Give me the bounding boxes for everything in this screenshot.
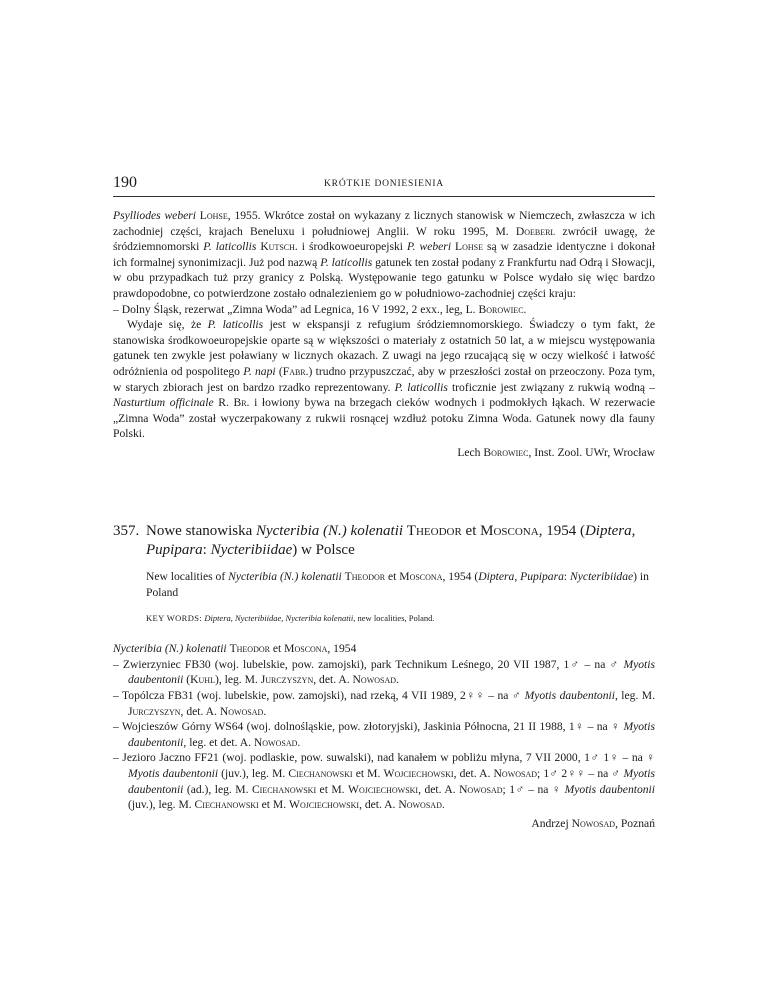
italic-run: Psylliodes weberi xyxy=(113,209,196,222)
text-run: ), leg. M. xyxy=(214,673,261,687)
text-run: . xyxy=(441,798,445,812)
smallcaps-run: Nowosad xyxy=(219,704,264,718)
paragraph xyxy=(113,317,655,442)
text-run: : xyxy=(202,541,211,558)
running-head: KRÓTKIE DONIESIENIA xyxy=(324,179,444,189)
note-356-body xyxy=(113,208,655,461)
text-run: , 1954 ( xyxy=(538,523,585,539)
smallcaps-run: Fabr xyxy=(282,364,306,378)
note-number: 357. xyxy=(113,523,140,539)
text-run: troficznie jest związany z rukwią wodną – xyxy=(447,380,655,394)
text-run: , det. A. xyxy=(453,766,494,780)
text-run: – Wojcieszów Górny WS64 (woj. dolnośląskie, pow. złotoryjski), Jaskinia Północna, 21 II 1988, 1♀ – na ♀ xyxy=(113,720,624,734)
text-run: ; 1♂ 2♀♀ – na ♂ xyxy=(537,766,624,780)
text-run: New localities of xyxy=(146,570,229,583)
italic-run: P. laticollis xyxy=(203,240,257,254)
italic-run: Diptera xyxy=(584,523,632,539)
smallcaps-run: Nowosad xyxy=(253,735,298,749)
keywords xyxy=(146,613,655,623)
smallcaps-run: Moscona xyxy=(480,523,539,539)
italic-run: Nycteribiidae xyxy=(235,613,282,624)
italic-run: P. napi xyxy=(243,364,276,378)
italic-run: Myotis daubentonii xyxy=(564,782,656,796)
text-run: et M. xyxy=(258,798,289,812)
italic-run: Myotis daubentonii xyxy=(128,766,219,780)
smallcaps-run: Wojciechowski xyxy=(383,766,454,780)
text-run: – Topólcza FB31 (woj. lubelskie, pow. zamojski), nad rzeką, 4 VII 1989, 2♀♀ – na ♂ xyxy=(113,688,525,702)
text-run: ; 1♂ – na ♀ xyxy=(502,782,565,796)
keywords-list xyxy=(202,613,434,623)
species-line xyxy=(113,641,655,657)
text-run: . xyxy=(263,704,267,718)
italic-run: P. laticollis xyxy=(320,255,373,269)
text-run: , Inst. Zool. UWr, Wrocław xyxy=(528,445,655,459)
smallcaps-run: Theodor xyxy=(406,523,462,539)
text-run: , det. A. xyxy=(180,704,220,718)
text-run: , det. A. xyxy=(313,673,353,687)
italic-run: Nycteribia (N.) kolenatii xyxy=(255,523,404,539)
text-run: et xyxy=(461,523,481,539)
text-run: Wydaje się, że xyxy=(127,318,208,332)
smallcaps-run: Borowiec xyxy=(483,445,529,459)
text-run: Andrzej xyxy=(531,816,572,830)
note-357 xyxy=(113,522,655,831)
text-run: , det. A. xyxy=(418,782,460,796)
text-run: – Zwierzyniec FB30 (woj. lubelskie, pow. zamojski), park Technikum Leśnego, 20 VII 1987, 1♂ – na ♂ xyxy=(113,657,624,671)
smallcaps-run: Borowiec xyxy=(478,302,524,316)
note-heading xyxy=(113,522,655,559)
locality-record xyxy=(113,657,655,688)
text-run: : xyxy=(563,570,571,583)
text-run: .) trudno przypuszczać, aby w przeszłości został on przeoczony. Poza tym, w starych zbiorach jest on bardzo rzadko reprezentowany. xyxy=(113,364,655,394)
italic-run: Nasturtium officinale xyxy=(113,396,214,410)
author-signature xyxy=(113,816,655,832)
page-number: 190 xyxy=(113,174,137,191)
italic-run: Pupipara xyxy=(146,541,203,558)
text-run: , xyxy=(281,613,286,624)
smallcaps-run: Theodor xyxy=(344,570,386,583)
text-run: . xyxy=(523,302,527,316)
text-run: ( xyxy=(275,364,283,378)
text-run: , det. A. xyxy=(359,798,399,812)
text-run: ) in Poland xyxy=(146,570,649,599)
text-run: gatunek ten został podany z Frankfurtu nad Odrą i Słowacji, w obu przypadkach tuż przy granicy z Polską. Występowanie tego gatunku w Polsce wydało się więc bardzo prawdopodobne, co potwierdzone zostało odnalezieniem go w południowo-zachodniej części kraju: xyxy=(113,255,655,300)
keywords-label: KEY WORDS: xyxy=(146,613,203,624)
italic-run: Nycteribia kolenatii xyxy=(285,613,354,624)
smallcaps-run: Ciechanowski xyxy=(288,766,353,780)
text-run: Lech xyxy=(457,445,484,459)
smallcaps-run: Jurczyszyn xyxy=(128,704,181,718)
text-run: , xyxy=(631,523,636,539)
smallcaps-run: Moscona xyxy=(399,570,443,583)
text-run: – Jezioro Jaczno FF21 (woj. podlaskie, pow. suwalski), nad kanałem w pobliżu młyna, 7 VII 2000, 1♂ 1♀ – na ♀ xyxy=(113,751,655,765)
locality-record xyxy=(113,719,655,750)
italic-run: Nycteribiidae xyxy=(210,541,293,558)
text-run: , 1955. Wkrótce został on wykazany z licznych stanowisk w Niemczech, zwłaszcza w ich zachodniej części, krajach Beneluxu i południowej Anglii. W roku 1995, M. xyxy=(113,209,656,238)
smallcaps-run: Wojciechowski xyxy=(348,782,419,796)
italic-run: Myotis daubentonii xyxy=(524,688,615,702)
text-run: R. xyxy=(213,396,234,410)
text-run: , 1954 ( xyxy=(442,570,479,583)
italic-run: Nycteribia (N.) kolenatii xyxy=(228,570,342,583)
text-run: (ad.), leg. M. xyxy=(183,782,252,796)
text-run: , new localities, Poland. xyxy=(353,613,435,624)
text-run: et M. xyxy=(316,782,349,796)
locality-record xyxy=(113,302,655,318)
text-run: , xyxy=(514,570,521,583)
smallcaps-run: Lohse xyxy=(455,240,484,254)
header-rule xyxy=(113,196,655,197)
text-run: , Poznań xyxy=(615,816,655,830)
paragraph xyxy=(113,208,655,302)
locality-record xyxy=(113,688,655,719)
text-run: . i łowiony bywa na brzegach cieków wodnych i podmokłych łąkach. W rezerwacie „Zimna Woda” został wyczerpakowany z rukwii rosnącej wzdłuż potoku Zimna Woda. Gatunek nowy dla fauny Polski. xyxy=(113,396,655,441)
italic-run: Diptera xyxy=(478,570,515,583)
text-run: et M. xyxy=(352,766,384,780)
text-run: et xyxy=(269,642,285,656)
text-run: jest w ekspansji z refugium śródziemnomorskiego. Świadczy o tym fakt, że stanowiska środkowoeuropejskie oparte są w większości o materiały z ostatnich 50 lat, a w miejscu występowania gatunek ten zwykle jest poławiany w licznych okazach. Z uwagi na jego rzucającą się w oczy wielkość i łatwość odróżnienia od pospolitego xyxy=(113,318,656,378)
smallcaps-run: Doeberl xyxy=(515,224,556,238)
smallcaps-run: Lohse xyxy=(199,209,228,222)
english-title xyxy=(146,569,655,600)
italic-run: Diptera xyxy=(204,613,231,624)
text-run: . i środkowoeuropejski xyxy=(294,240,408,254)
text-run: . xyxy=(396,673,399,687)
italic-run: P. weberi xyxy=(407,240,452,254)
text-run: , 1954 xyxy=(327,642,357,656)
note-title xyxy=(146,522,655,559)
locality-record xyxy=(113,750,655,812)
italic-run: Myotis daubentonii xyxy=(128,766,655,796)
text-run: , leg. et det. A. xyxy=(183,735,254,749)
text-run: , xyxy=(230,613,236,624)
smallcaps-run: Nowosad xyxy=(493,766,538,780)
smallcaps-run: Wojciechowski xyxy=(289,798,360,812)
smallcaps-run: Nowosad xyxy=(459,782,503,796)
italic-run: Myotis daubentonii xyxy=(128,720,655,749)
text-run: ( xyxy=(183,673,191,687)
smallcaps-run: Ciechanowski xyxy=(251,782,317,796)
text-run: et xyxy=(385,570,400,583)
text-run: , leg. M. xyxy=(614,688,656,702)
smallcaps-run: Nowosad xyxy=(352,673,397,687)
author-signature xyxy=(113,445,655,461)
italic-run: Myotis daubentonii xyxy=(128,657,655,687)
text-run: (juv.), leg. M. xyxy=(128,798,195,812)
italic-run: Nycteribiidae xyxy=(570,570,634,583)
smallcaps-run: Br xyxy=(233,396,247,410)
smallcaps-run: Kutsch xyxy=(260,240,295,254)
italic-run: Pupipara xyxy=(520,570,564,583)
italic-run: P. laticollis xyxy=(394,380,448,394)
note-357-body xyxy=(113,641,655,831)
page-header xyxy=(113,174,655,196)
italic-run: Nycteribia (N.) kolenatii xyxy=(113,642,227,656)
text-run: (juv.), leg. M. xyxy=(218,766,289,780)
text-run: – Dolny Śląsk, rezerwat „Zimna Woda” ad Legnica, 16 V 1992, 2 exx., leg, L. xyxy=(113,302,479,316)
smallcaps-run: Jurczyszyn xyxy=(260,673,314,687)
smallcaps-run: Nowosad xyxy=(571,816,616,830)
smallcaps-run: Theodor xyxy=(229,642,270,656)
italic-run: P. laticollis xyxy=(207,318,264,332)
text-run: ) w Polsce xyxy=(292,541,355,558)
smallcaps-run: Nowosad xyxy=(398,798,442,812)
smallcaps-run: Ciechanowski xyxy=(194,798,259,812)
text-run: są w zasadzie identyczne i dokonał ich formalnej synonimizacji. Już pod nazwą xyxy=(113,240,655,269)
smallcaps-run: Kuhl xyxy=(190,673,215,687)
text-run: . xyxy=(297,735,301,749)
text-run: Nowe stanowiska xyxy=(146,523,256,539)
smallcaps-run: Moscona xyxy=(284,642,328,656)
text-run: zwrócił uwagę, że śródziemnomorski xyxy=(113,224,655,254)
